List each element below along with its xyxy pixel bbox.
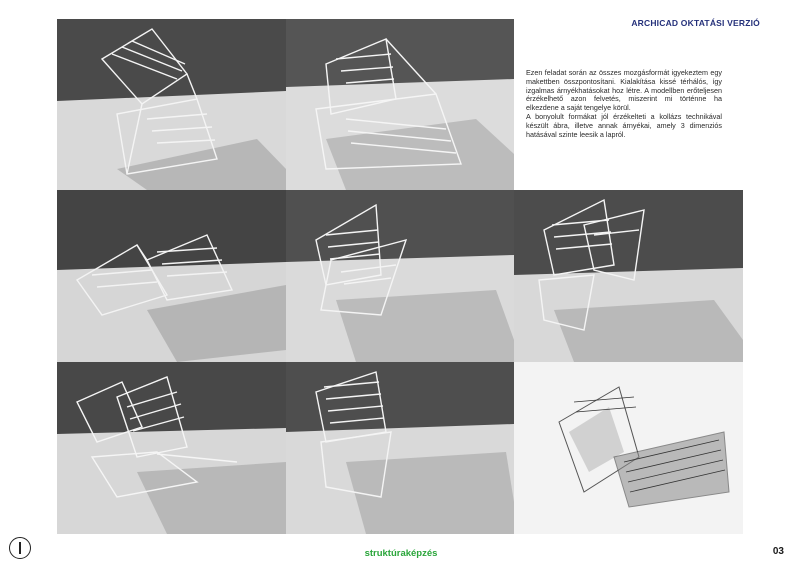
description-text (526, 69, 722, 139)
model-photo-4 (286, 190, 514, 362)
footer-title: struktúraképzés (364, 548, 438, 559)
model-photo-2 (286, 19, 514, 190)
collage-drawing (514, 362, 743, 534)
model-photo-6 (57, 362, 286, 534)
description-paragraph-1: Ezen feladat során az összes mozgásformát igyekeztem egy makettben összpontosítani. Kialakítása kissé térhálós, így izgalmas árnyékhatásokat hoz létre. A modellben erőteljesen érzékelhető azon felvetés, miszerint mi történne ha elkezdene a saját tengelye körül. (526, 68, 722, 113)
model-photo-1 (57, 19, 286, 190)
model-photo-7 (286, 362, 514, 534)
page-number: 03 (772, 546, 784, 557)
description-paragraph-2: A bonyolult formákat jól érzékelteti a kollázs technikával készült ábra, illetve annak árnyékai, amely 3 dimenziós hatásával szinte leesik a lapról. (526, 111, 722, 139)
brand-label: ARCHICAD OKTATÁSI VERZIÓ (631, 18, 760, 28)
model-photo-5 (514, 190, 743, 362)
model-photo-3 (57, 190, 286, 362)
